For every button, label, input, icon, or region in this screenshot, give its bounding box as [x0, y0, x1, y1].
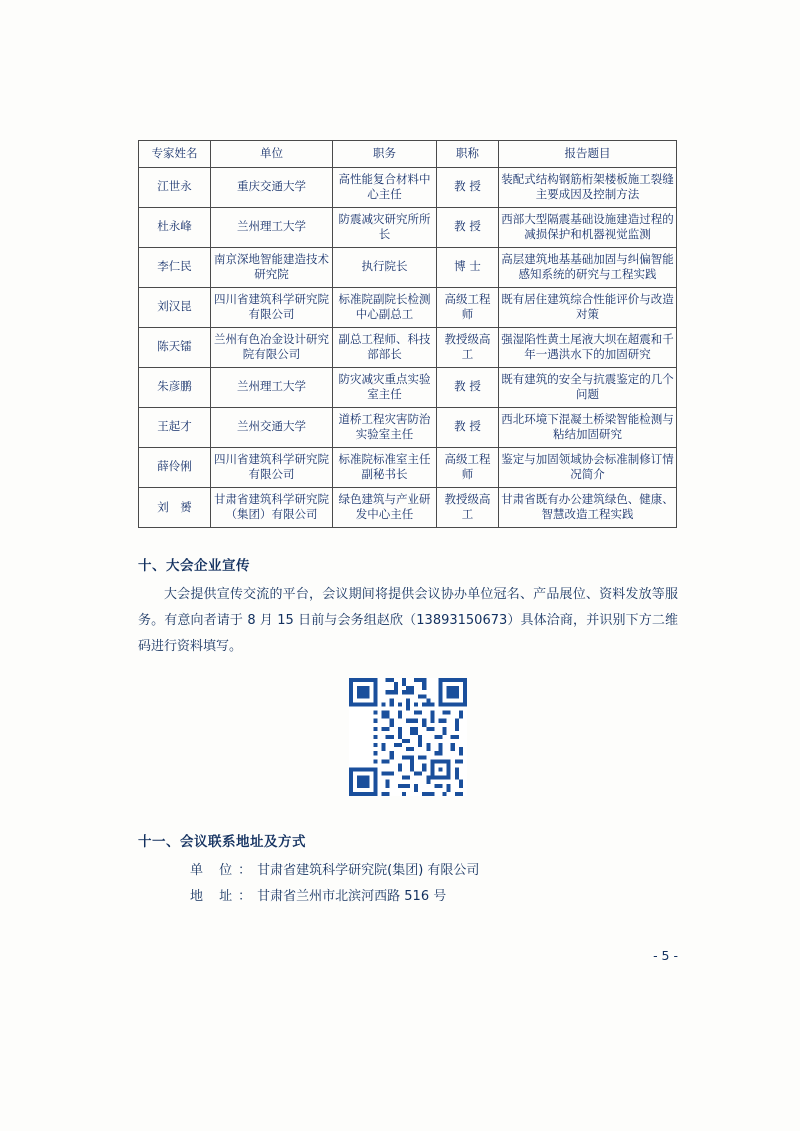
cell-unit: 兰州交通大学 [211, 407, 333, 447]
section-heading-contact: 十一、会议联系地址及方式 [138, 833, 306, 850]
cell-topic: 既有建筑的安全与抗震鉴定的几个问题 [499, 367, 677, 407]
cell-title: 教 授 [437, 367, 499, 407]
page-content [138, 140, 678, 910]
cell-topic: 鉴定与加固领域协会标准制修订情况简介 [499, 447, 677, 487]
section-paragraph-enterprise-promotion: 大会提供宣传交流的平台，会议期间将提供会议协办单位冠名、产品展位、资料发放等服务。有意向者请于 8 月 15 日前与会务组赵欣（13893150673）具体洽商，并识别下方二维码进行资料填写。 [138, 586, 678, 654]
table-row [139, 447, 677, 487]
table-row [139, 367, 677, 407]
column-header-unit: 单位 [211, 141, 333, 168]
cell-unit: 甘肃省建筑科学研究院（集团）有限公司 [211, 487, 333, 527]
table-row [139, 287, 677, 327]
cell-name: 朱彦鹏 [139, 367, 211, 407]
cell-topic: 既有居住建筑综合性能评价与改造对策 [499, 287, 677, 327]
cell-post: 防震减灾研究所所长 [333, 207, 437, 247]
cell-unit: 重庆交通大学 [211, 167, 333, 207]
table-row [139, 167, 677, 207]
cell-topic: 西北环境下混凝土桥梁智能检测与粘结加固研究 [499, 407, 677, 447]
contact-label-address: 地 址： [190, 888, 258, 904]
cell-title: 教 授 [437, 167, 499, 207]
table-row [139, 407, 677, 447]
section-heading-enterprise-promotion: 十、大会企业宣传 [138, 557, 250, 574]
table-row [139, 487, 677, 527]
column-header-topic: 报告题目 [499, 141, 677, 168]
cell-topic: 西部大型隔震基础设施建造过程的减损保护和机器视觉监测 [499, 207, 677, 247]
cell-title: 教 授 [437, 407, 499, 447]
qr-code-icon [349, 678, 467, 796]
cell-name: 李仁民 [139, 247, 211, 287]
cell-title: 教授级高工 [437, 327, 499, 367]
cell-title: 博 士 [437, 247, 499, 287]
cell-name: 刘汉昆 [139, 287, 211, 327]
cell-post: 标准院副院长检测中心副总工 [333, 287, 437, 327]
contact-label-unit: 单 位： [190, 862, 258, 878]
qr-code-container [138, 678, 678, 796]
cell-post: 副总工程师、科技部部长 [333, 327, 437, 367]
cell-post: 标准院标准室主任副秘书长 [333, 447, 437, 487]
cell-name: 江世永 [139, 167, 211, 207]
cell-unit: 四川省建筑科学研究院有限公司 [211, 287, 333, 327]
column-header-name: 专家姓名 [139, 141, 211, 168]
contact-line-address [138, 884, 678, 910]
cell-unit: 兰州有色冶金设计研究院有限公司 [211, 327, 333, 367]
cell-topic: 高层建筑地基基础加固与纠偏智能感知系统的研究与工程实践 [499, 247, 677, 287]
cell-title: 高级工程师 [437, 447, 499, 487]
cell-name: 陈天镭 [139, 327, 211, 367]
table-row [139, 207, 677, 247]
cell-title: 教授级高工 [437, 487, 499, 527]
cell-unit: 兰州理工大学 [211, 367, 333, 407]
cell-title: 高级工程师 [437, 287, 499, 327]
cell-name: 刘 赟 [139, 487, 211, 527]
cell-post: 防灾减灾重点实验室主任 [333, 367, 437, 407]
experts-table [138, 140, 677, 528]
cell-title: 教 授 [437, 207, 499, 247]
cell-post: 执行院长 [333, 247, 437, 287]
page-number: - 5 - [653, 948, 678, 963]
cell-unit: 兰州理工大学 [211, 207, 333, 247]
table-row [139, 247, 677, 287]
cell-post: 高性能复合材料中心主任 [333, 167, 437, 207]
contact-value-unit: 甘肃省建筑科学研究院(集团) 有限公司 [257, 862, 480, 878]
cell-unit: 四川省建筑科学研究院有限公司 [211, 447, 333, 487]
contact-line-unit [138, 858, 678, 884]
cell-unit: 南京深地智能建造技术研究院 [211, 247, 333, 287]
cell-post: 绿色建筑与产业研发中心主任 [333, 487, 437, 527]
cell-name: 薛伶俐 [139, 447, 211, 487]
cell-post: 道桥工程灾害防治实验室主任 [333, 407, 437, 447]
column-header-post: 职务 [333, 141, 437, 168]
cell-topic: 甘肃省既有办公建筑绿色、健康、智慧改造工程实践 [499, 487, 677, 527]
cell-name: 王起才 [139, 407, 211, 447]
table-row [139, 327, 677, 367]
cell-topic: 装配式结构钢筋桁架楼板施工裂缝主要成因及控制方法 [499, 167, 677, 207]
column-header-title: 职称 [437, 141, 499, 168]
cell-name: 杜永峰 [139, 207, 211, 247]
contact-value-address: 甘肃省兰州市北滨河西路 516 号 [257, 888, 447, 904]
table-header-row [139, 141, 677, 168]
cell-topic: 强湿陷性黄土尾液大坝在超震和千年一遇洪水下的加固研究 [499, 327, 677, 367]
